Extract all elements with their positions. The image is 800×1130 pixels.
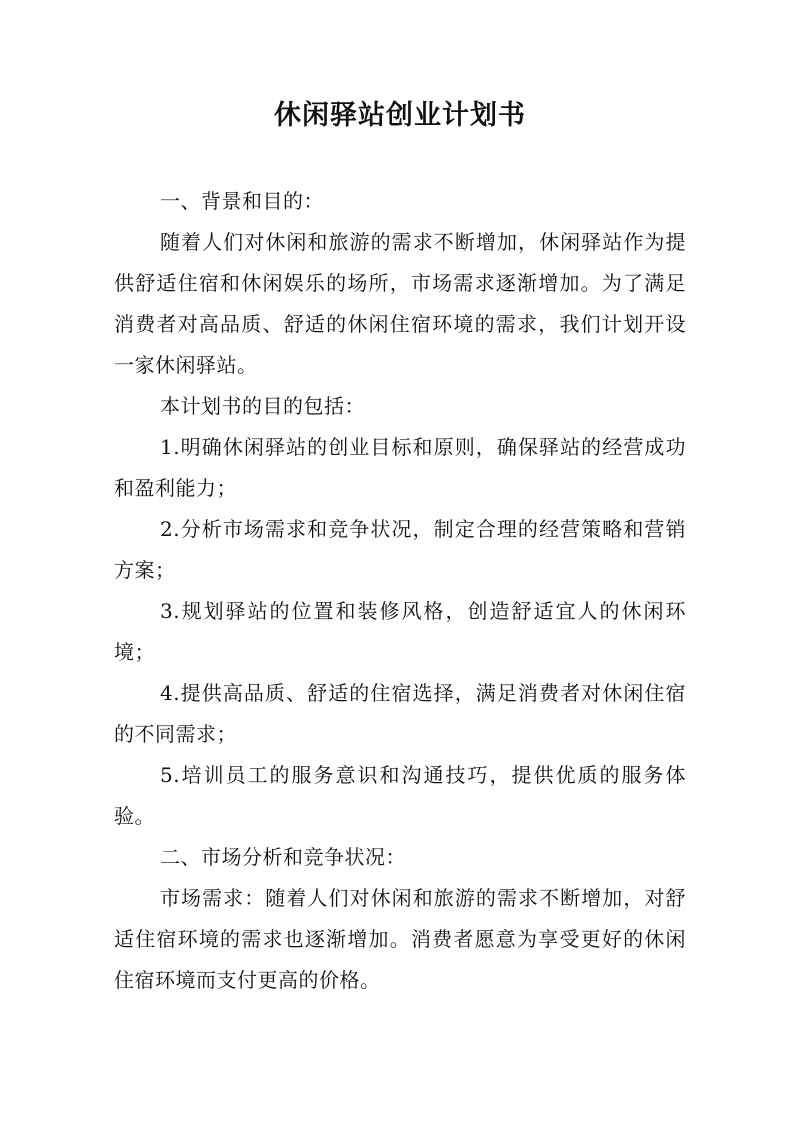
document-title: 休闲驿站创业计划书 bbox=[274, 100, 526, 131]
paragraph-background: 随着人们对休闲和旅游的需求不断增加，休闲驿站作为提供舒适住宿和休闲娱乐的场所，市场需求逐渐增加。为了满足消费者对高品质、舒适的休闲住宿环境的需求，我们计划开设一家休闲驿站。 bbox=[114, 230, 686, 377]
paragraph-market-demand: 市场需求：随着人们对休闲和旅游的需求不断增加，对舒适住宿环境的需求也逐渐增加。消费者愿意为享受更好的休闲住宿环境而支付更高的价格。 bbox=[114, 886, 686, 992]
paragraph-purpose-intro: 本计划书的目的包括： bbox=[160, 394, 365, 418]
list-item-3: 3.规划驿站的位置和装修风格，创造舒适宜人的休闲环境； bbox=[114, 599, 686, 664]
list-item-4: 4.提供高品质、舒适的住宿选择，满足消费者对休闲住宿的不同需求； bbox=[114, 681, 686, 746]
document-body bbox=[114, 181, 686, 1001]
list-item-5: 5.培训员工的服务意识和沟通技巧，提供优质的服务体验。 bbox=[114, 763, 686, 828]
section-heading-market: 二、市场分析和竞争状况： bbox=[160, 845, 406, 869]
list-item-1: 1.明确休闲驿站的创业目标和原则，确保驿站的经营成功和盈利能力； bbox=[114, 435, 686, 500]
list-item-2: 2.分析市场需求和竞争状况，制定合理的经营策略和营销方案； bbox=[114, 517, 686, 582]
section-heading-background: 一、背景和目的： bbox=[160, 189, 324, 213]
